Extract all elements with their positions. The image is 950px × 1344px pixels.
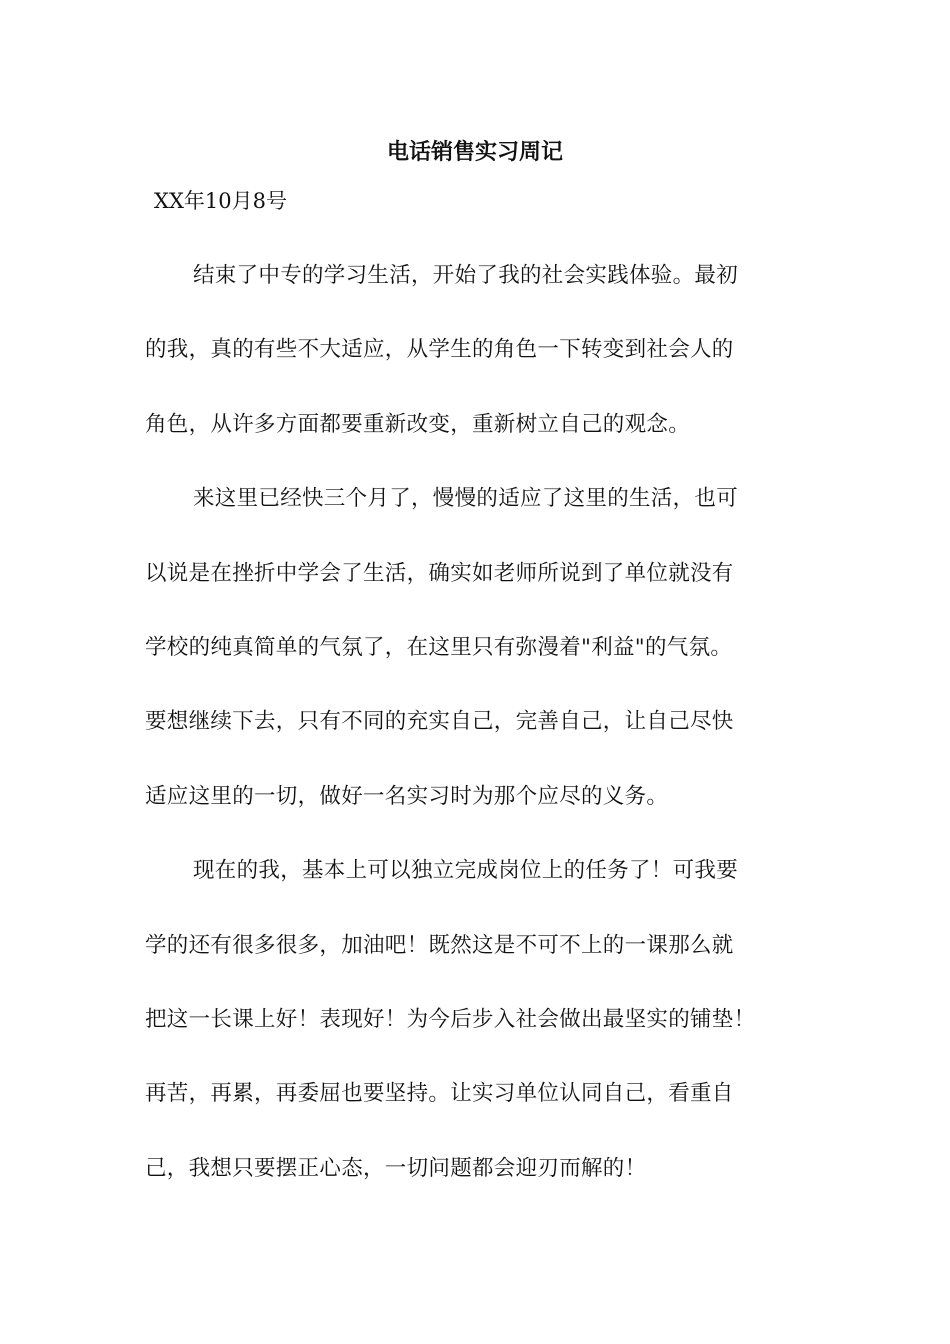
body-line: 学的还有很多很多，加油吧！既然这是不可不上的一课那么就 [145,932,734,958]
document-body [145,255,835,1222]
body-line: 学校的纯真简单的气氛了，在这里只有弥漫着"利益"的气氛。 [145,634,733,660]
body-line: 把这一长课上好！表现好！为今后步入社会做出最坚实的铺垫！ [145,1006,756,1032]
document-date: XX年10月8号 [154,189,287,213]
body-line: 现在的我，基本上可以独立完成岗位上的任务了！可我要 [193,858,739,884]
body-line: 适应这里的一切，做好一名实习时为那个应尽的义务。 [145,783,669,809]
body-line: 角色，从许多方面都要重新改变，重新树立自己的观念。 [145,411,691,437]
body-line: 的我，真的有些不大适应，从学生的角色一下转变到社会人的 [145,337,734,363]
body-line: 要想继续下去，只有不同的充实自己，完善自己，让自己尽快 [145,709,734,735]
body-line: 己，我想只要摆正心态，一切问题都会迎刃而解的！ [145,1155,647,1181]
body-line: 来这里已经快三个月了，慢慢的适应了这里的生活，也可 [193,486,739,512]
body-line: 以说是在挫折中学会了生活，确实如老师所说到了单位就没有 [145,560,734,586]
page-title: 电话销售实习周记 [386,140,563,165]
body-line: 结束了中专的学习生活，开始了我的社会实践体验。最初 [193,263,739,288]
body-line: 再苦，再累，再委屈也要坚持。让实习单位认同自己，看重自 [145,1081,734,1107]
